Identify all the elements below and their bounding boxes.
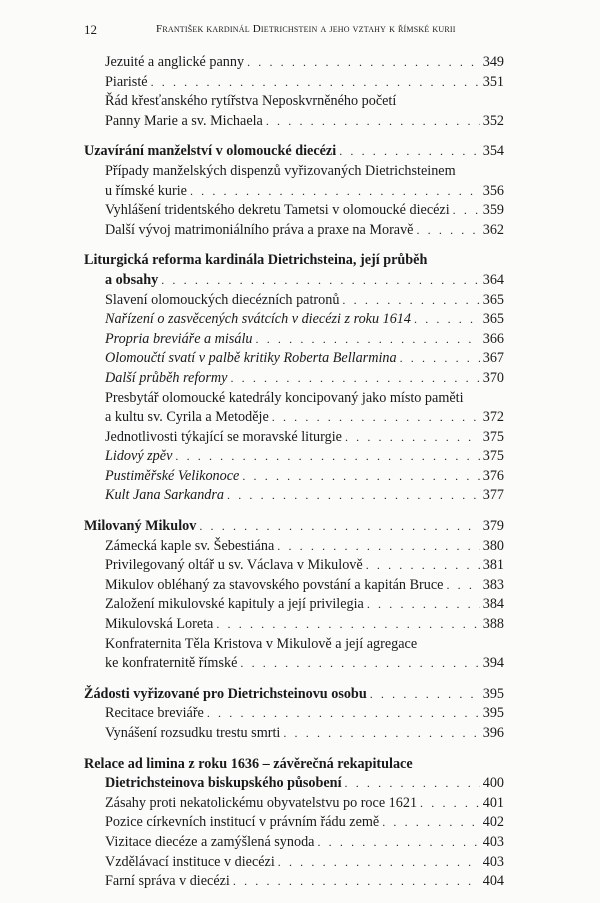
toc-entry-title: Zásahy proti nekatolickému obyvatelstvu po roce 1621 xyxy=(105,794,418,811)
toc-chapter-title: Žádosti vyřizované pro Dietrichsteinovu osobu xyxy=(84,685,367,702)
toc-section xyxy=(84,685,504,744)
dot-leader xyxy=(233,872,480,892)
toc-section xyxy=(84,755,504,892)
toc-subentry xyxy=(84,467,504,487)
toc-entry-title: Mikulov obléhaný za stavovského povstání a kapitán Bruce xyxy=(105,576,444,593)
toc-entry-title: a kultu sv. Cyrila a Metoděje xyxy=(105,409,269,426)
dot-leader xyxy=(175,447,479,467)
toc-entry-title: Vyhlášení tridentského dekretu Tametsi v olomoucké diecézi xyxy=(105,202,450,219)
toc-page-number: 366 xyxy=(482,330,504,347)
toc-chapter-title: Milovaný Mikulov xyxy=(84,518,197,535)
toc-subentry-title: Další průběh reformy xyxy=(105,369,228,386)
toc-page-number: 367 xyxy=(482,350,504,367)
toc-chapter-title: Relace ad limina z roku 1636 – závěrečná rekapitulace xyxy=(84,755,413,772)
toc-entry xyxy=(84,556,504,576)
toc-subentry xyxy=(84,330,504,350)
dot-leader xyxy=(256,330,480,350)
toc-subentry-title: Kult Jana Sarkandra xyxy=(105,487,225,504)
toc-page-number: 377 xyxy=(482,487,504,504)
toc-subentry xyxy=(84,349,504,369)
toc-entry-title: Presbytář olomoucké katedrály koncipovaný jako místo paměti xyxy=(105,389,464,406)
toc-page-number: 404 xyxy=(482,873,504,890)
dot-leader xyxy=(400,349,480,369)
toc-page-number: 354 xyxy=(482,143,504,160)
toc-subentry-title: Pustiměřské Velikonoce xyxy=(105,467,240,484)
toc-page-number: 402 xyxy=(482,814,504,831)
toc-page-number: 375 xyxy=(482,448,504,465)
toc-entry-title: Jednotlivosti týkající se moravské liturgie xyxy=(105,428,342,445)
toc-page-number: 383 xyxy=(482,576,504,593)
toc-page-number: 380 xyxy=(482,537,504,554)
toc-page-number: 395 xyxy=(482,705,504,722)
toc-chapter-title: Uzavírání manželství v olomoucké diecézi xyxy=(84,143,337,160)
toc-chapter-heading xyxy=(84,774,504,794)
toc-entry-title: Recitace breviáře xyxy=(105,705,204,722)
toc-subentry-title: Propria breviáře a misálu xyxy=(105,330,253,347)
dot-leader xyxy=(240,654,479,674)
toc-section xyxy=(84,517,504,674)
toc-chapter-title: a obsahy xyxy=(105,271,159,288)
toc-page-number: 349 xyxy=(482,54,504,70)
toc-entry-title: Panny Marie a sv. Michaela xyxy=(105,112,263,129)
toc-subentry xyxy=(84,486,504,506)
toc-page-number: 372 xyxy=(482,409,504,426)
toc-page-number: 365 xyxy=(482,291,504,308)
dot-leader xyxy=(366,556,480,576)
toc-chapter-title: Liturgická reforma kardinála Dietrichsteina, její průběh xyxy=(84,252,428,269)
toc-entry-title: Vynášení rozsudku trestu smrti xyxy=(105,725,281,741)
toc-entry-line xyxy=(84,389,504,409)
toc-subentry-title: Nařízení o zasvěcených svátcích v diecézi z roku 1614 xyxy=(105,311,411,328)
toc-entry xyxy=(84,794,504,814)
toc-entry xyxy=(84,201,504,221)
toc-entry-line xyxy=(84,92,504,112)
dot-leader xyxy=(453,201,480,221)
toc-entry-title: Piaristé xyxy=(105,73,148,90)
toc-entry-title: Založení mikulovské kapituly a její privilegia xyxy=(105,596,364,613)
toc-entry xyxy=(84,654,504,674)
toc-chapter-heading xyxy=(84,517,504,537)
dot-leader xyxy=(190,182,480,202)
dot-leader xyxy=(207,704,480,724)
toc-entry xyxy=(84,537,504,557)
toc-entry-title: Vizitace diecéze a zamýšlená synoda xyxy=(105,833,315,850)
dot-leader xyxy=(339,142,480,162)
toc-page-number: 396 xyxy=(482,725,504,741)
toc-entry xyxy=(84,853,504,873)
toc-entry-title: Případy manželských dispenzů vyřizovaných Dietrichsteinem xyxy=(105,162,456,179)
toc-page-number: 365 xyxy=(482,311,504,328)
toc-chapter-heading xyxy=(84,271,504,291)
toc-section xyxy=(84,251,504,506)
toc-subentry-title: Olomoučtí svatí v palbě kritiky Roberta Bellarmina xyxy=(105,350,397,367)
dot-leader xyxy=(317,833,479,853)
toc-page-number: 384 xyxy=(482,596,504,613)
dot-leader xyxy=(416,221,479,241)
running-title: František kardinál Dietrichstein a jeho vztahy k římské kurii xyxy=(156,23,456,35)
toc-entry xyxy=(84,833,504,853)
toc-entry xyxy=(84,428,504,448)
toc-entry-title: ke konfraternitě římské xyxy=(105,655,238,672)
toc-entry xyxy=(84,576,504,596)
toc-entry-title: Vzdělávací instituce v diecézi xyxy=(105,853,275,870)
toc-page-number: 375 xyxy=(482,428,504,445)
toc-subentry-title: Lidový zpěv xyxy=(105,448,173,465)
toc-entry xyxy=(84,182,504,202)
dot-leader xyxy=(151,73,480,93)
toc-page-number: 388 xyxy=(482,616,504,633)
toc-entry xyxy=(84,615,504,635)
page-header xyxy=(84,22,514,40)
dot-leader xyxy=(266,112,480,132)
toc-entry xyxy=(84,291,504,311)
toc-page-number: 370 xyxy=(482,369,504,386)
toc-entry xyxy=(84,724,504,744)
toc-section xyxy=(84,142,504,240)
dot-leader xyxy=(370,685,480,705)
dot-leader xyxy=(199,517,479,537)
toc-page-number: 362 xyxy=(482,221,504,238)
toc-entry-title: Pozice církevních institucí v právním řádu země xyxy=(105,814,380,831)
toc-chapter-title: Dietrichsteinova biskupského působení xyxy=(105,775,342,792)
toc-entry xyxy=(84,112,504,132)
toc-page-number: 351 xyxy=(482,73,504,90)
toc-page-number: 352 xyxy=(482,112,504,129)
page-number: 12 xyxy=(84,22,97,37)
toc-entry-title: Slavení olomouckých diecézních patronů xyxy=(105,291,340,308)
toc-entry-title: Řád křesťanského rytířstva Neposkvrněného početí xyxy=(105,93,397,110)
toc-entry xyxy=(84,872,504,892)
dot-leader xyxy=(278,853,480,873)
dot-leader xyxy=(230,369,479,389)
toc-page-number: 364 xyxy=(482,271,504,288)
dot-leader xyxy=(446,576,479,596)
toc-entry xyxy=(84,595,504,615)
toc-page-number: 376 xyxy=(482,467,504,484)
dot-leader xyxy=(247,53,480,73)
dot-leader xyxy=(161,271,479,291)
toc-entry-title: Konfraternita Těla Kristova v Mikulově a její agregace xyxy=(105,635,418,652)
toc-entry xyxy=(84,408,504,428)
toc-subentry xyxy=(84,369,504,389)
toc-entry-title: Jezuité a anglické panny xyxy=(105,54,245,70)
toc-page-number: 394 xyxy=(482,655,504,672)
toc-entry xyxy=(84,221,504,241)
dot-leader xyxy=(367,595,480,615)
toc-entry-title: Privilegovaný oltář u sv. Václava v Mikulově xyxy=(105,557,363,574)
dot-leader xyxy=(216,615,479,635)
toc-chapter-heading xyxy=(84,685,504,705)
dot-leader xyxy=(227,486,480,506)
toc-page-number: 356 xyxy=(482,182,504,199)
dot-leader xyxy=(342,291,479,311)
dot-leader xyxy=(345,428,480,448)
dot-leader xyxy=(272,408,480,428)
toc-page-number: 379 xyxy=(482,518,504,535)
toc-page-number: 381 xyxy=(482,557,504,574)
toc-page-number: 403 xyxy=(482,853,504,870)
toc-entry-title: Mikulovská Loreta xyxy=(105,616,214,633)
toc-entry-title: Farní správa v diecézi xyxy=(105,873,230,890)
toc-entry xyxy=(84,73,504,93)
dot-leader xyxy=(345,774,480,794)
toc-entry-title: Zámecká kaple sv. Šebestiána xyxy=(105,537,275,554)
toc-subentry xyxy=(84,447,504,467)
dot-leader xyxy=(283,724,479,744)
toc-page-number: 400 xyxy=(482,775,504,792)
toc-page-number: 395 xyxy=(482,685,504,702)
toc-entry-title: u římské kurie xyxy=(105,182,187,199)
dot-leader xyxy=(382,813,480,833)
toc-page-number: 359 xyxy=(482,202,504,219)
dot-leader xyxy=(277,537,479,557)
toc-entry xyxy=(84,53,504,73)
toc-entry xyxy=(84,704,504,724)
dot-leader xyxy=(420,794,480,814)
dot-leader xyxy=(242,467,479,487)
toc-entry-line xyxy=(84,162,504,182)
toc-page-number: 401 xyxy=(482,794,504,811)
toc-section xyxy=(84,53,504,131)
toc-entry xyxy=(84,813,504,833)
table-of-contents xyxy=(84,53,504,903)
toc-chapter-heading-line xyxy=(84,251,504,271)
toc-entry-title: Další vývoj matrimoniálního práva a praxe na Moravě xyxy=(105,221,414,238)
dot-leader xyxy=(414,310,480,330)
toc-entry-line xyxy=(84,635,504,655)
toc-subentry xyxy=(84,310,504,330)
toc-chapter-heading-line xyxy=(84,755,504,775)
toc-page-number: 403 xyxy=(482,833,504,850)
toc-chapter-heading xyxy=(84,142,504,162)
